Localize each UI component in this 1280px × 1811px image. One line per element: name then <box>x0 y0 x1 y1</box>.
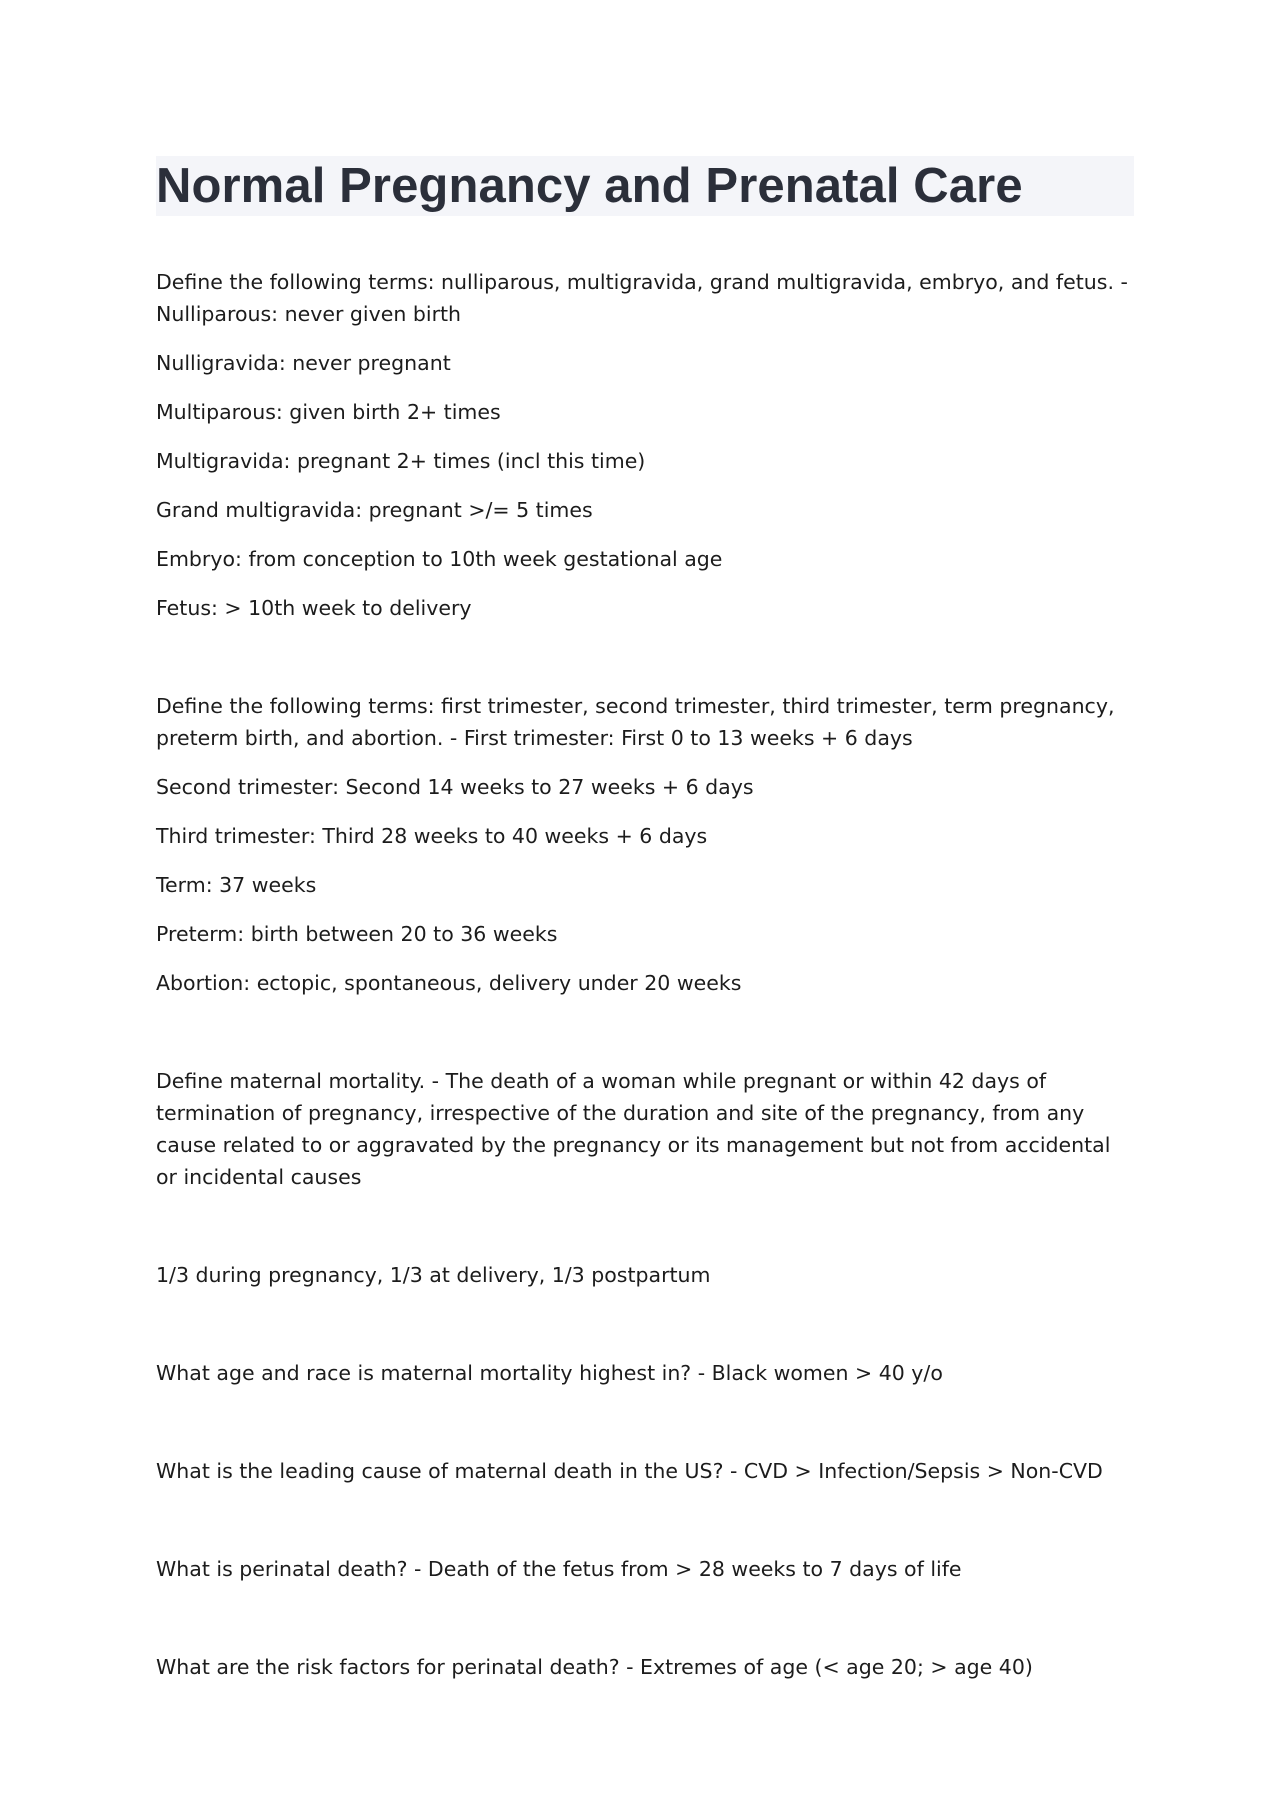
document-body <box>156 156 1134 1700</box>
paragraph: What are the risk factors for perinatal death? - Extremes of age (< age 20; > age 40) <box>156 1655 1033 1679</box>
paragraph: Multigravida: pregnant 2+ times (incl this time) <box>156 449 646 473</box>
paragraph: Define maternal mortality. - The death of a woman while pregnant or within 42 days of termination of pregnancy, irrespective of the duration and site of the pregnancy, from any cause related to or aggravated by the pregnancy or its management but not from accidental or incidental causes <box>156 1069 1111 1189</box>
paragraph: 1/3 during pregnancy, 1/3 at delivery, 1/3 postpartum <box>156 1263 711 1287</box>
section-spacer <box>156 1406 1134 1455</box>
page-title: Normal Pregnancy and Prenatal Care <box>156 159 1023 213</box>
paragraph: Fetus: > 10th week to delivery <box>156 596 472 620</box>
paragraph: Define the following terms: nulliparous, multigravida, grand multigravida, embryo, and fetus. - Nulliparous: never given birth <box>156 270 1128 326</box>
title-band <box>156 156 1134 216</box>
paragraph: Preterm: birth between 20 to 36 weeks <box>156 922 558 946</box>
section-maternal-mortality <box>156 1065 1134 1193</box>
paragraph: Grand multigravida: pregnant >/= 5 times <box>156 498 593 522</box>
section-leading-cause <box>156 1455 1134 1487</box>
section-spacer <box>156 1210 1134 1259</box>
paragraph: Embryo: from conception to 10th week gestational age <box>156 547 723 571</box>
section-spacer <box>156 1602 1134 1651</box>
paragraph: Nulligravida: never pregnant <box>156 351 451 375</box>
paragraph: Abortion: ectopic, spontaneous, delivery under 20 weeks <box>156 971 742 995</box>
section-mortality-distribution <box>156 1259 1134 1291</box>
paragraph: Term: 37 weeks <box>156 873 317 897</box>
paragraph: What is perinatal death? - Death of the fetus from > 28 weeks to 7 days of life <box>156 1557 962 1581</box>
section-spacer <box>156 1504 1134 1553</box>
paragraph: What is the leading cause of maternal death in the US? - CVD > Infection/Sepsis > Non-CVD <box>156 1459 1103 1483</box>
paragraph: Third trimester: Third 28 weeks to 40 weeks + 6 days <box>156 824 708 848</box>
document-content <box>156 266 1134 1683</box>
section-spacer <box>156 1016 1134 1065</box>
section-perinatal-death <box>156 1553 1134 1585</box>
section-spacer <box>156 641 1134 690</box>
section-risk-factors <box>156 1651 1134 1683</box>
section-spacer <box>156 1308 1134 1357</box>
paragraph: Second trimester: Second 14 weeks to 27 weeks + 6 days <box>156 775 754 799</box>
paragraph: Define the following terms: first trimester, second trimester, third trimester, term pregnancy, preterm birth, and abortion. - First trimester: First 0 to 13 weeks + 6 days <box>156 694 1115 750</box>
section-terms-gravidity <box>156 266 1134 624</box>
section-terms-trimesters <box>156 690 1134 999</box>
section-age-race <box>156 1357 1134 1389</box>
paragraph: What age and race is maternal mortality highest in? - Black women > 40 y/o <box>156 1361 943 1385</box>
paragraph: Multiparous: given birth 2+ times <box>156 400 501 424</box>
